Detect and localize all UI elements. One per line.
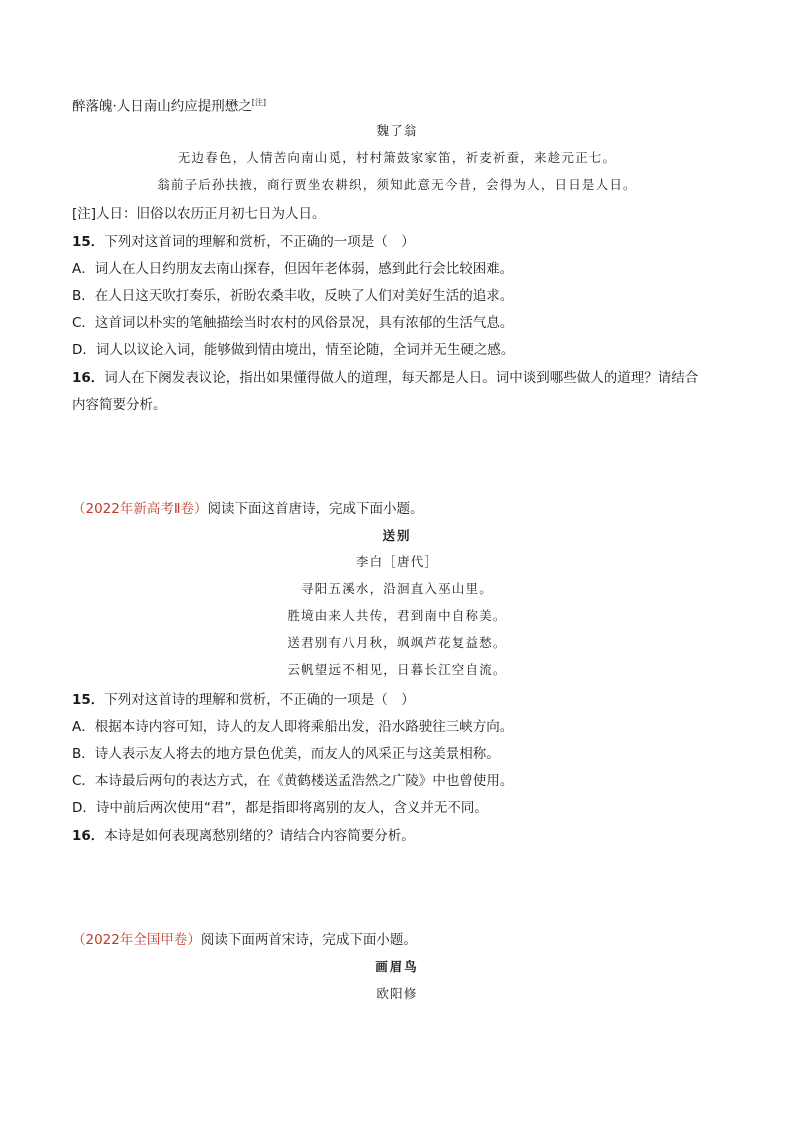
question-15	[72, 233, 415, 251]
option-b: B．在人日这天吹打奏乐，祈盼农桑丰收，反映了人们对美好生活的追求。	[72, 288, 514, 304]
poem-line-3: 送君别有八月秋，飒飒芦花复益愁。	[287, 635, 507, 650]
poem-title: 画眉鸟	[375, 959, 419, 974]
question-15	[72, 691, 415, 709]
question-text: 词人在下阕发表议论，指出如果懂得做人的道理，每天都是人日。词中谈到哪些做人的道理？请结合	[104, 370, 699, 386]
question-16	[72, 369, 698, 387]
question-number: 16．	[72, 370, 105, 386]
option-d: D．诗中前后两次使用“君”，都是指即将离别的友人，含义并无不同。	[72, 800, 488, 816]
question-16-continued: 内容简要分析。	[72, 397, 167, 413]
poem-line-1: 寻阳五溪水，沿洄直入巫山里。	[301, 581, 493, 596]
option-c: C．本诗最后两句的表达方式，在《黄鹤楼送孟浩然之广陵》中也曾使用。	[72, 773, 514, 789]
exam-source: （2022年全国甲卷）	[72, 932, 201, 948]
note-marker: [注]	[251, 98, 267, 107]
option-d: D．词人以议论入词，能够做到情由境出，情至论随，全词并无生硬之感。	[72, 342, 515, 358]
question-text: 下列对这首诗的理解和赏析，不正确的一项是（ ）	[104, 692, 415, 708]
question-number: 15．	[72, 692, 105, 708]
intro-text: 阅读下面两首宋诗，完成下面小题。	[200, 932, 417, 948]
option-a: A．词人在人日约朋友去南山探春，但因年老体弱，感到此行会比较困难。	[72, 261, 514, 277]
exam-source: （2022年新高考Ⅱ卷）	[72, 501, 208, 517]
option-c: C．这首词以朴实的笔触描绘当时农村的风俗景况，具有浓郁的生活气息。	[72, 315, 514, 331]
option-b: B．诗人表示友人将去的地方景色优美，而友人的风采正与这美景相称。	[72, 746, 500, 762]
question-text: 下列对这首词的理解和赏析，不正确的一项是（ ）	[104, 234, 415, 250]
intro-text: 阅读下面这首唐诗，完成下面小题。	[207, 501, 424, 517]
poem-heading: 醉落魄·人日南山约应提刑懋之[注]	[72, 98, 267, 115]
question-number: 15．	[72, 234, 105, 250]
poem-line-2: 翁前子后孙扶掖，商行贾坐农耕织，须知此意无今昔，会得为人，日日是人日。	[157, 177, 637, 192]
poem-title: 送别	[382, 528, 412, 543]
option-a: A．根据本诗内容可知，诗人的友人即将乘船出发，沿水路驶往三峡方向。	[72, 719, 514, 735]
annotation-note: [注]人日：旧俗以农历正月初七日为人日。	[72, 206, 326, 222]
question-number: 16．	[72, 828, 105, 844]
poem-author: 欧阳修	[376, 986, 418, 1001]
section-intro	[72, 931, 417, 949]
section-intro	[72, 500, 424, 518]
poem-author: 魏了翁	[376, 123, 418, 138]
poem-line-2: 胜境由来人共传，君到南中自称美。	[287, 608, 507, 623]
question-16	[72, 827, 415, 845]
poem-line-4: 云帆望远不相见，日暮长江空自流。	[287, 662, 507, 677]
question-text: 本诗是如何表现离愁别绪的？请结合内容简要分析。	[104, 828, 415, 844]
poem-line-1: 无边春色，人情苦向南山觅，村村箫鼓家家笛，祈麦祈蚕，来趁元正七。	[177, 150, 617, 165]
poem-author: 李白［唐代］	[355, 554, 439, 569]
